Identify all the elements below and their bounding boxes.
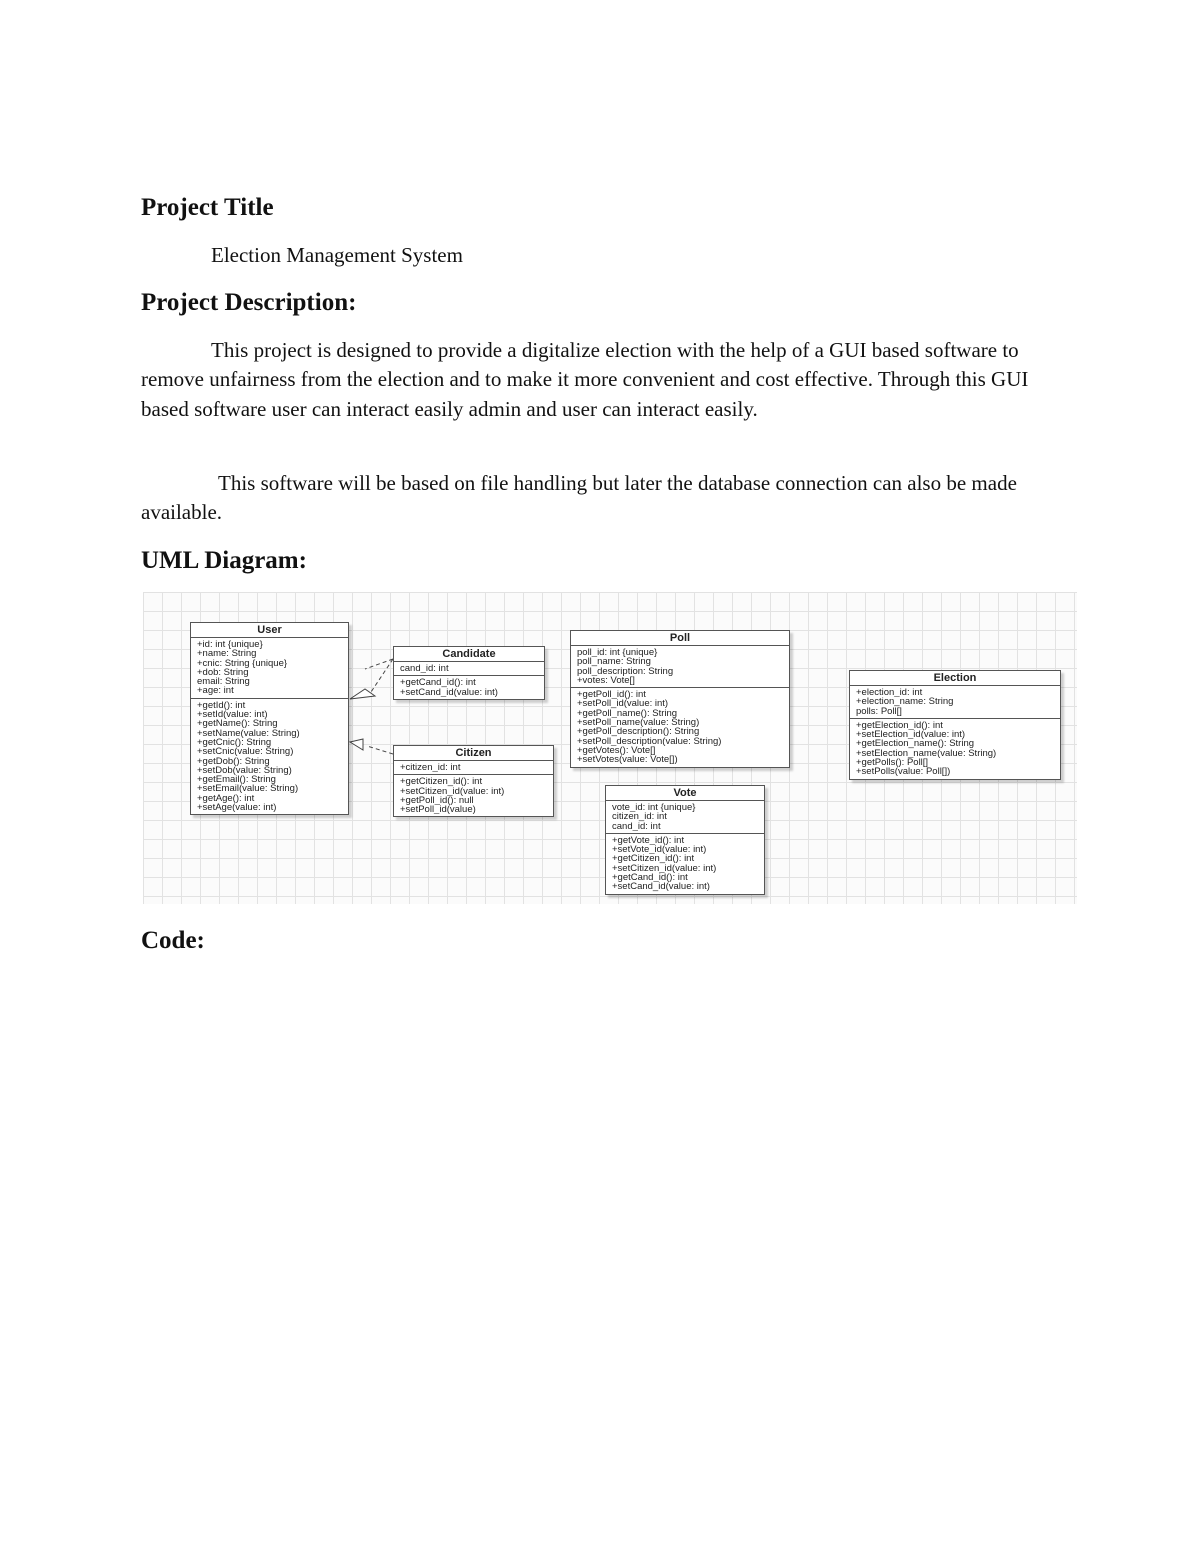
class-attributes <box>571 646 789 688</box>
uml-class-citizen <box>393 745 554 817</box>
attribute: +name: String <box>197 649 257 659</box>
method: +setPoll_name(value: String) <box>577 718 700 728</box>
class-name: Poll <box>571 631 789 646</box>
uml-class-election <box>849 670 1061 780</box>
attribute: +id: int {unique} <box>197 640 263 650</box>
method: +getEmail(): String <box>197 775 276 785</box>
uml-class-vote <box>605 785 765 895</box>
method: +getPolls(): Poll[] <box>856 758 929 768</box>
attribute: +votes: Vote[] <box>577 675 635 686</box>
class-methods <box>571 688 789 766</box>
method: +getElection_id(): int <box>856 720 943 731</box>
method: +setElection_id(value: int) <box>856 730 966 740</box>
class-methods <box>191 699 348 815</box>
class-name: Candidate <box>394 647 544 662</box>
uml-diagram <box>143 592 1077 904</box>
method: +setCitizen_id(value: int) <box>612 863 717 874</box>
heading-project-description: Project Description: <box>141 289 357 316</box>
class-attributes <box>850 686 1060 719</box>
attribute: +cnic: String {unique} <box>197 658 288 668</box>
method: +getCnic(): String <box>197 737 272 748</box>
class-name: Vote <box>606 786 764 801</box>
method: +setAge(value: int) <box>197 803 277 813</box>
class-name: Citizen <box>394 746 553 761</box>
attribute: poll_name: String <box>577 657 651 667</box>
attribute: polls: Poll[] <box>856 706 902 716</box>
method: +getVotes(): Vote[] <box>577 745 656 756</box>
method: +setCand_id(value: int) <box>400 687 498 697</box>
class-attributes <box>394 662 544 676</box>
method: +setVote_id(value: int) <box>612 845 707 855</box>
class-attributes <box>606 801 764 834</box>
heading-project-title: Project Title <box>141 194 274 221</box>
method: +setEmail(value: String) <box>197 784 299 794</box>
method: +getCand_id(): int <box>400 678 476 688</box>
method: +getPoll_description(): String <box>577 727 700 737</box>
class-methods <box>850 719 1060 779</box>
method: +getPoll_name(): String <box>577 708 678 719</box>
method: +setPoll_id(value) <box>400 805 476 815</box>
method: +getVote_id(): int <box>612 835 685 846</box>
method: +setPoll_id(value: int) <box>577 699 669 709</box>
uml-class-poll <box>570 630 790 768</box>
attribute: +dob: String <box>197 667 249 678</box>
method: +setCitizen_id(value: int) <box>400 786 505 796</box>
class-methods <box>394 775 553 816</box>
method: +getAge(): int <box>197 793 255 804</box>
uml-class-user <box>190 622 349 815</box>
method: +getCitizen_id(): int <box>400 777 483 787</box>
method: +setName(value: String) <box>197 728 300 738</box>
method: +setCand_id(value: int) <box>612 882 710 892</box>
method: +getCitizen_id(): int <box>612 854 695 864</box>
attribute: +age: int <box>197 686 234 696</box>
attribute: +election_id: int <box>856 688 923 698</box>
class-methods <box>394 676 544 699</box>
method: +getId(): int <box>197 700 246 711</box>
attribute: +election_name: String <box>856 697 954 707</box>
description-paragraph-1: This project is designed to provide a digitalize election with the help of a GUI based software to remove unfairness from the election and to make it more convenient and cost effective. Through this GUI based software user can interact easily admin and user can interact easily. <box>141 338 1029 421</box>
attribute: citizen_id: int <box>612 812 667 822</box>
method: +setDob(value: String) <box>197 765 292 776</box>
attribute: email: String <box>197 677 250 687</box>
attribute: cand_id: int <box>612 821 661 831</box>
class-name: User <box>191 623 348 638</box>
method: +getPoll_id(): int <box>577 690 646 700</box>
method: +setId(value: int) <box>197 710 268 720</box>
uml-class-candidate <box>393 646 545 700</box>
method: +setPoll_description(value: String) <box>577 736 722 746</box>
method: +getPoll_id(): null <box>400 795 474 806</box>
method: +getDob(): String <box>197 756 270 766</box>
class-attributes <box>191 638 348 699</box>
attribute: poll_id: int {unique} <box>577 648 658 658</box>
heading-uml-diagram: UML Diagram: <box>141 547 307 574</box>
attribute: +citizen_id: int <box>400 763 461 773</box>
attribute: vote_id: int {unique} <box>612 803 696 813</box>
method: +setPolls(value: Poll[]) <box>856 767 951 777</box>
method: +setVotes(value: Vote[]) <box>577 755 678 765</box>
method: +setElection_name(value: String) <box>856 748 997 759</box>
attribute: cand_id: int <box>400 664 449 674</box>
class-attributes <box>394 761 553 775</box>
attribute: poll_description: String <box>577 666 674 676</box>
class-methods <box>606 834 764 894</box>
description-paragraph-2: This software will be based on file handling but later the database connection can also be made available. <box>141 471 1017 525</box>
class-name: Election <box>850 671 1060 686</box>
heading-code: Code: <box>141 927 205 954</box>
method: +getName(): String <box>197 719 278 729</box>
method: +getElection_name(): String <box>856 739 975 749</box>
project-name: Election Management System <box>211 243 463 267</box>
method: +setCnic(value: String) <box>197 747 294 757</box>
method: +getCand_id(): int <box>612 873 688 883</box>
